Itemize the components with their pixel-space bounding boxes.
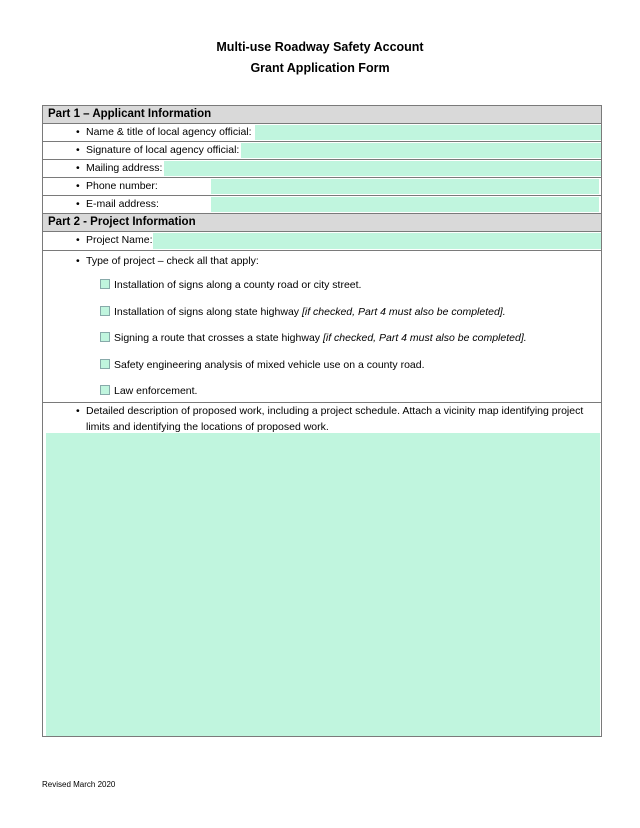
form-subtitle: Grant Application Form bbox=[250, 61, 390, 75]
bullet-icon: • bbox=[76, 234, 80, 246]
bullet-icon: • bbox=[76, 180, 80, 192]
bullet-icon: • bbox=[76, 162, 80, 174]
part1-header: Part 1 – Applicant Information bbox=[43, 106, 601, 124]
field-label: Project Name: bbox=[86, 234, 153, 246]
checkbox-icon[interactable] bbox=[100, 332, 110, 342]
field-label: Name & title of local agency official: bbox=[86, 126, 252, 138]
signature-input[interactable] bbox=[241, 143, 601, 158]
project-name-input[interactable] bbox=[153, 233, 601, 249]
field-label: Mailing address: bbox=[86, 162, 163, 174]
revision-note: Revised March 2020 bbox=[42, 780, 116, 789]
option-state-highway[interactable]: Installation of signs along state highway [if checked, Part 4 must also be completed]. bbox=[100, 306, 506, 318]
checkbox-icon[interactable] bbox=[100, 359, 110, 369]
option-law-enforcement[interactable]: Law enforcement. bbox=[100, 385, 197, 397]
email-input[interactable] bbox=[211, 197, 599, 212]
bullet-icon: • bbox=[76, 144, 80, 156]
mailing-address-input[interactable] bbox=[164, 161, 601, 176]
field-row-mailing bbox=[43, 160, 601, 178]
project-type-label: Type of project – check all that apply: bbox=[86, 255, 259, 267]
bullet-icon: • bbox=[76, 126, 80, 138]
bullet-icon: • bbox=[76, 255, 80, 267]
field-label: E-mail address: bbox=[86, 198, 159, 210]
option-county-road[interactable]: Installation of signs along a county road or city street. bbox=[100, 279, 361, 291]
option-engineering-analysis[interactable]: Safety engineering analysis of mixed vehicle use on a county road. bbox=[100, 359, 425, 371]
checkbox-icon[interactable] bbox=[100, 306, 110, 316]
form-title: Multi-use Roadway Safety Account bbox=[216, 40, 424, 54]
name-title-input[interactable] bbox=[255, 125, 601, 140]
part2-header: Part 2 - Project Information bbox=[43, 214, 601, 232]
field-row-signature bbox=[43, 142, 601, 160]
field-row-phone bbox=[43, 178, 601, 196]
description-section bbox=[43, 403, 601, 433]
description-input[interactable] bbox=[46, 433, 600, 736]
description-label: Detailed description of proposed work, including a project schedule. Attach a vicinity map identifying project limits and identifying the locations of proposed work. bbox=[86, 405, 584, 433]
field-label: Phone number: bbox=[86, 180, 158, 192]
checkbox-icon[interactable] bbox=[100, 279, 110, 289]
option-route-crossing[interactable]: Signing a route that crosses a state highway [if checked, Part 4 must also be completed]. bbox=[100, 332, 527, 344]
bullet-icon: • bbox=[76, 198, 80, 210]
phone-input[interactable] bbox=[211, 179, 599, 194]
field-row-name-title bbox=[43, 124, 601, 142]
project-type-section bbox=[43, 251, 601, 403]
field-row-email bbox=[43, 196, 601, 214]
field-row-project-name bbox=[43, 232, 601, 251]
checkbox-icon[interactable] bbox=[100, 385, 110, 395]
field-label: Signature of local agency official: bbox=[86, 144, 240, 156]
application-form bbox=[42, 105, 602, 737]
bullet-icon: • bbox=[76, 405, 80, 417]
